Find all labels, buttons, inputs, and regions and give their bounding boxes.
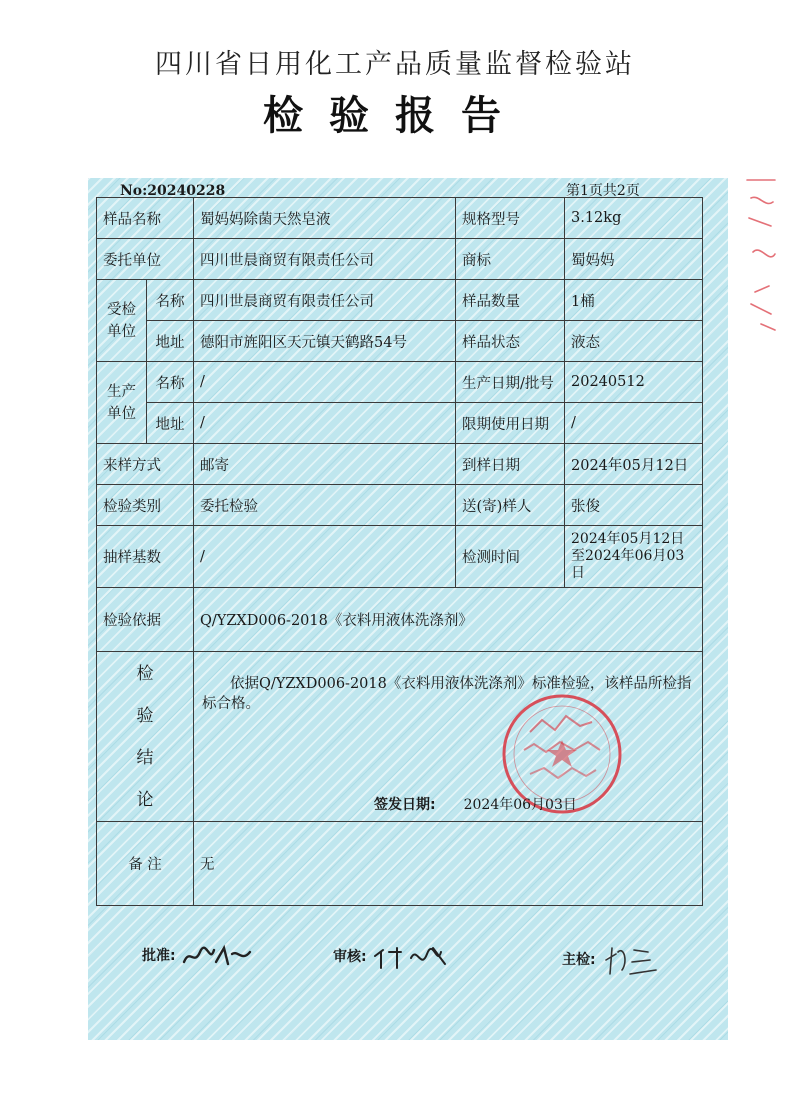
report-table <box>96 197 703 906</box>
sample-state-label: 样品状态 <box>456 321 565 362</box>
arrival-value: 2024年05月12日 <box>565 444 703 485</box>
table-row <box>97 526 703 588</box>
sample-state-value: 液态 <box>565 321 703 362</box>
spec-value: 3.12kg <box>565 198 703 239</box>
remark-value: 无 <box>194 822 703 906</box>
sampling-base-label: 抽样基数 <box>97 526 194 588</box>
issue-date-row <box>374 794 577 814</box>
conclusion-char: 检 <box>136 663 154 684</box>
conclusion-cell <box>194 652 703 822</box>
table-row <box>97 485 703 526</box>
expiry-value: / <box>565 403 703 444</box>
basis-label: 检验依据 <box>97 588 194 652</box>
quantity-value: 1桶 <box>565 280 703 321</box>
test-time-from: 2024年05月12日 <box>571 531 685 547</box>
issue-date-value: 2024年06月03日 <box>463 797 577 813</box>
inspected-address-label: 地址 <box>147 321 194 362</box>
table-row <box>97 239 703 280</box>
brand-label: 商标 <box>456 239 565 280</box>
review-signature <box>371 940 455 974</box>
review-label: 审核: <box>333 949 367 965</box>
table-row <box>97 652 703 822</box>
arrival-label: 到样日期 <box>456 444 565 485</box>
approve-label: 批准: <box>142 948 176 964</box>
producer-name-value: / <box>194 362 456 403</box>
inspected-name-label: 名称 <box>147 280 194 321</box>
conclusion-text: 依据Q/YZXD006-2018《衣料用液体洗涤剂》标准检验，该样品所检指标合格。 <box>202 676 692 712</box>
conclusion-char: 验 <box>136 705 154 726</box>
table-row <box>97 444 703 485</box>
prod-date-label: 生产日期/批号 <box>456 362 565 403</box>
inspected-name-value: 四川世晨商贸有限责任公司 <box>194 280 456 321</box>
producer-address-label: 地址 <box>147 403 194 444</box>
chief-label: 主检: <box>562 952 596 968</box>
sender-label: 送(寄)样人 <box>456 485 565 526</box>
client-value: 四川世晨商贸有限责任公司 <box>194 239 456 280</box>
conclusion-char: 结 <box>136 747 154 768</box>
test-time-tail: 日 <box>571 565 585 581</box>
margin-seal-fragment <box>741 174 781 340</box>
table-row <box>97 822 703 906</box>
basis-value: Q/YZXD006-2018《衣料用液体洗涤剂》 <box>194 588 703 652</box>
delivery-value: 邮寄 <box>194 444 456 485</box>
report-number: No:20240228 <box>120 183 226 199</box>
producer-label: 生产单位 <box>97 362 147 444</box>
table-row <box>97 280 703 321</box>
review-signature-row <box>333 940 455 974</box>
quantity-label: 样品数量 <box>456 280 565 321</box>
test-time-to: 至2024年06月03 <box>571 548 685 564</box>
producer-name-label: 名称 <box>147 362 194 403</box>
chief-signature <box>600 940 666 980</box>
approve-signature-row <box>142 940 254 972</box>
inspected-address-value: 德阳市旌阳区天元镇天鹤路54号 <box>194 321 456 362</box>
remark-label: 备 注 <box>97 822 194 906</box>
issue-date-label: 签发日期: <box>374 797 436 813</box>
prod-date-value: 20240512 <box>565 362 703 403</box>
table-row <box>97 198 703 239</box>
table-row <box>97 321 703 362</box>
table-row <box>97 588 703 652</box>
sender-value: 张俊 <box>565 485 703 526</box>
producer-address-value: / <box>194 403 456 444</box>
document-title: 检验报告 <box>263 93 527 139</box>
test-time-value <box>565 526 703 588</box>
conclusion-label <box>97 652 194 822</box>
org-name: 四川省日用化工产品质量监督检验站 <box>155 49 635 80</box>
sample-name-value: 蜀妈妈除菌天然皂液 <box>194 198 456 239</box>
page-info: 第1页共2页 <box>566 183 640 199</box>
brand-value: 蜀妈妈 <box>565 239 703 280</box>
sample-name-label: 样品名称 <box>97 198 194 239</box>
spec-label: 规格型号 <box>456 198 565 239</box>
sampling-base-value: / <box>194 526 456 588</box>
test-time-label: 检测时间 <box>456 526 565 588</box>
delivery-label: 来样方式 <box>97 444 194 485</box>
chief-signature-row <box>562 940 666 980</box>
inspected-unit-label: 受检单位 <box>97 280 147 362</box>
expiry-label: 限期使用日期 <box>456 403 565 444</box>
table-row <box>97 362 703 403</box>
table-row <box>97 403 703 444</box>
category-value: 委托检验 <box>194 485 456 526</box>
client-label: 委托单位 <box>97 239 194 280</box>
category-label: 检验类别 <box>97 485 194 526</box>
approve-signature <box>180 940 254 972</box>
conclusion-char: 论 <box>136 789 154 810</box>
